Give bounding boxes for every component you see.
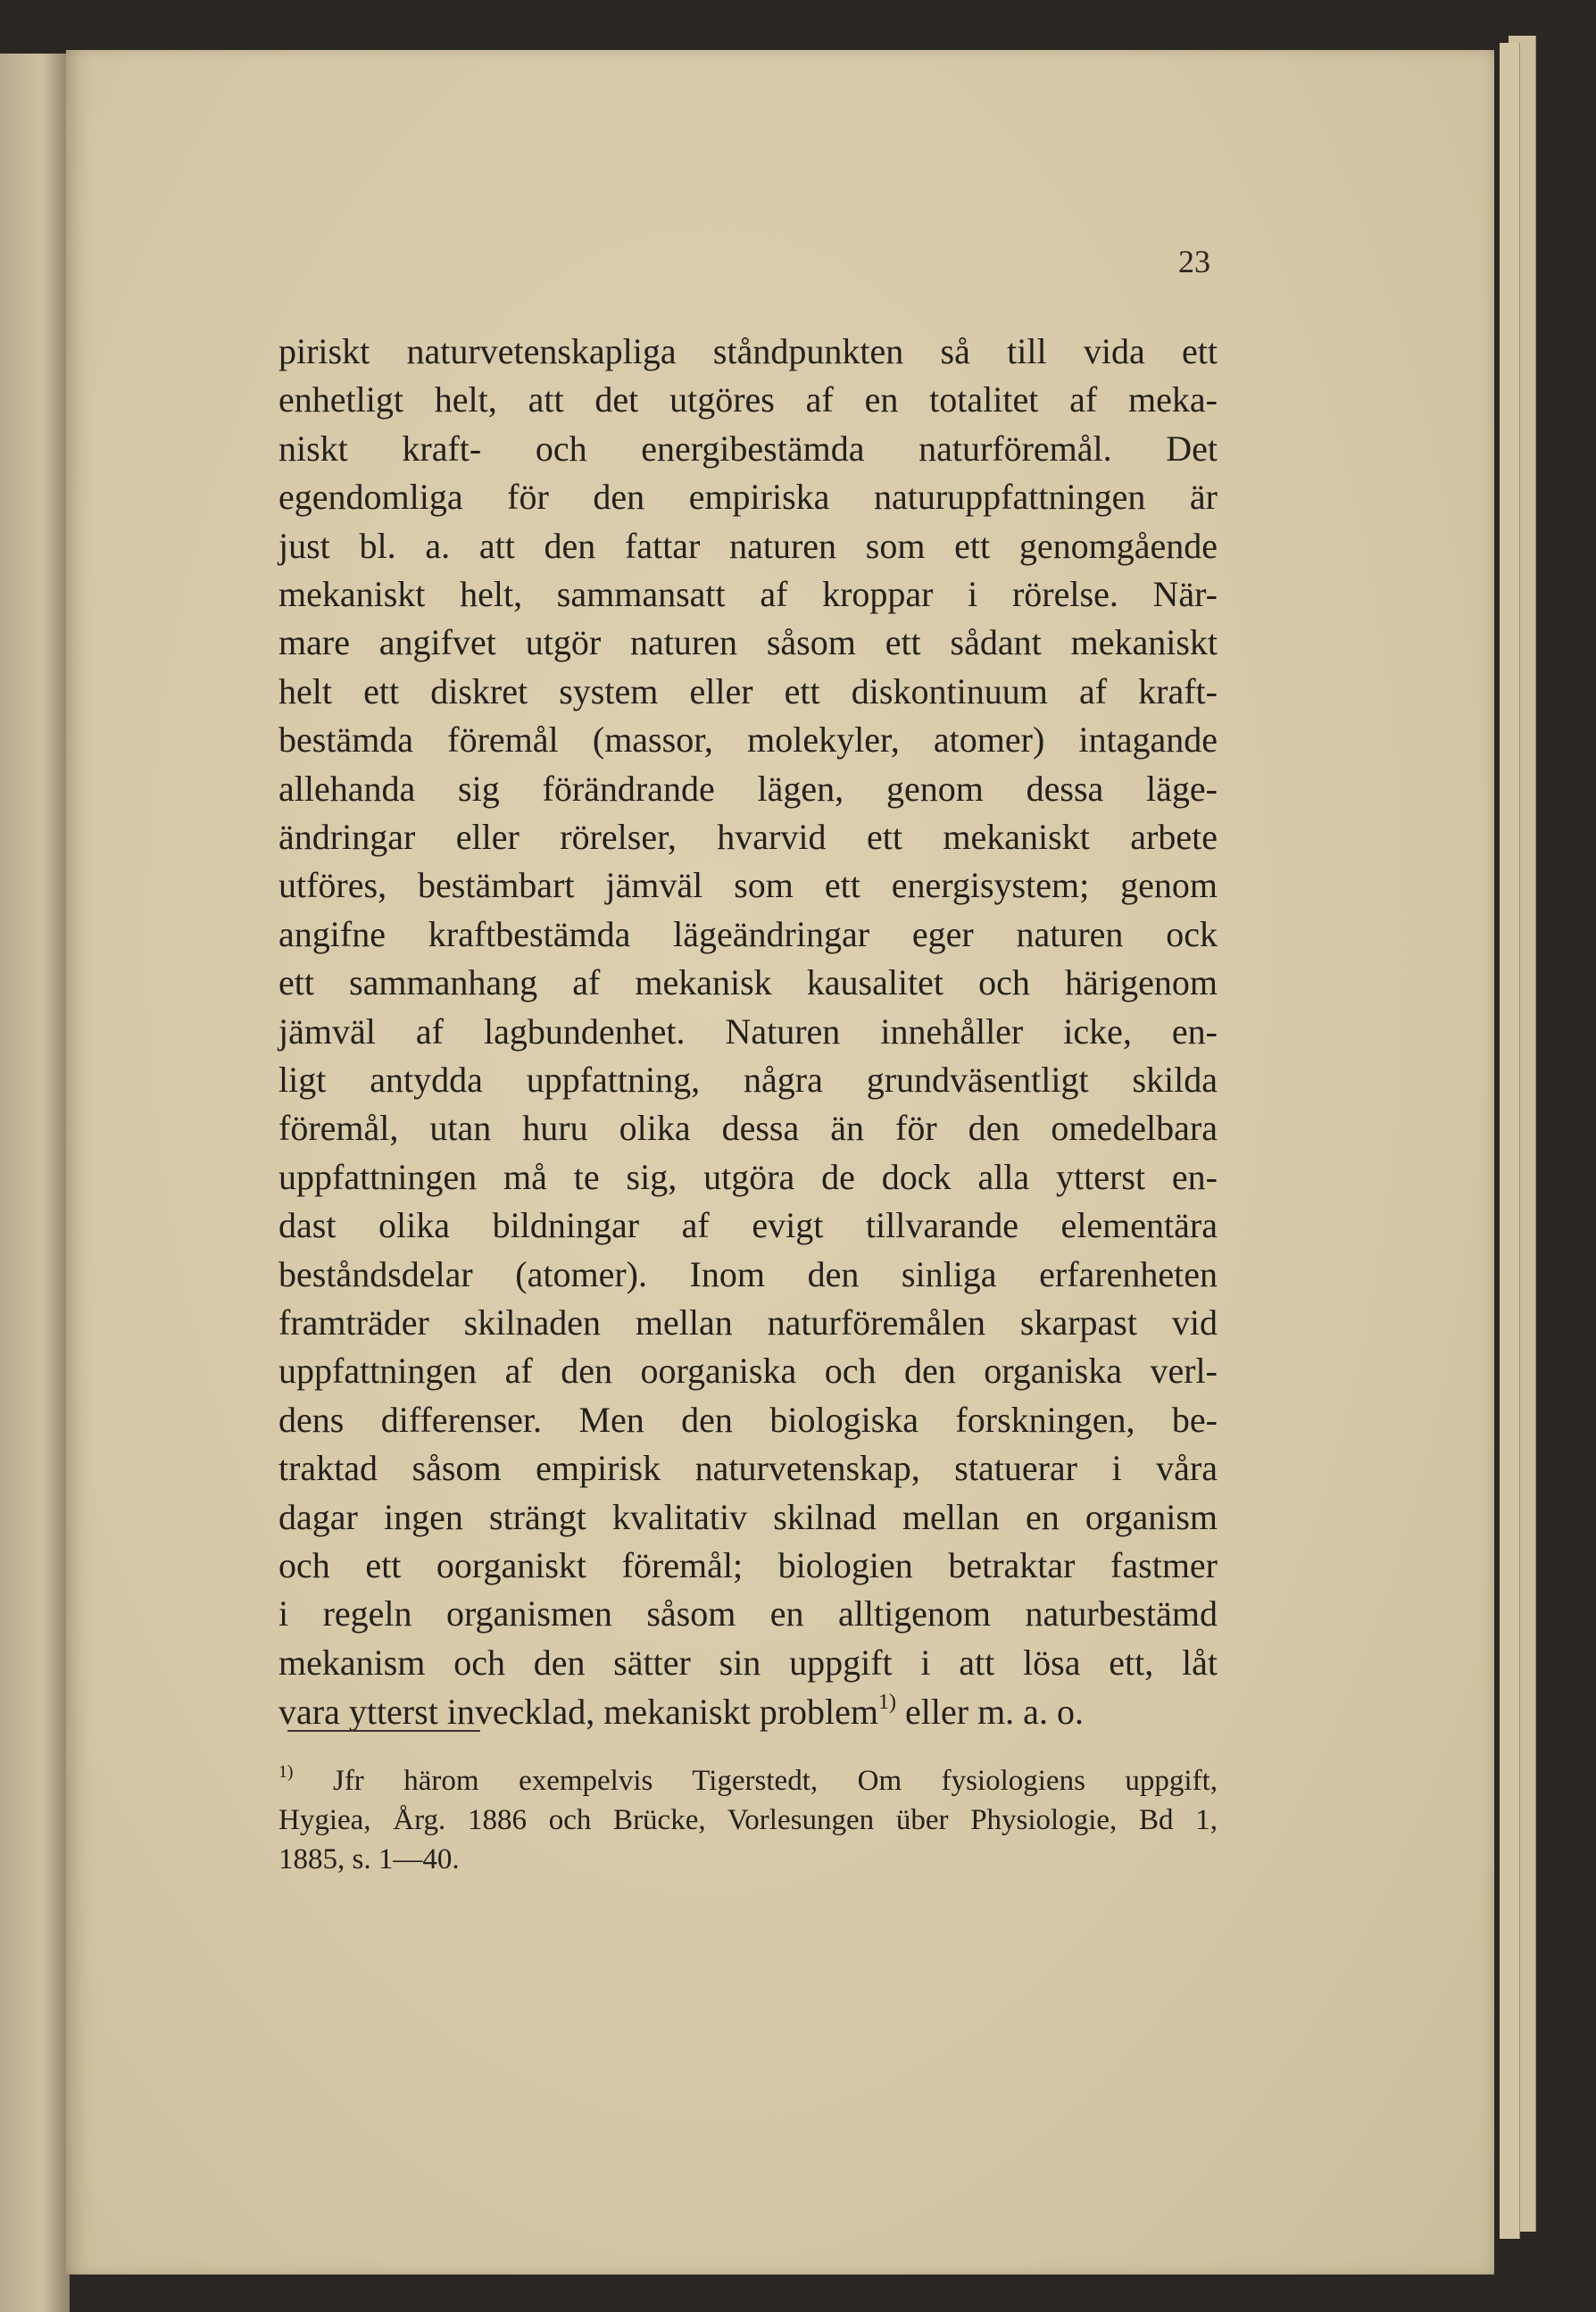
footnote-line: Hygiea, Årg. 1886 och Brücke, Vorlesungen über Physiologie, Bd 1,	[278, 1804, 1218, 1836]
body-line: helt ett diskret system eller ett diskontinuum af kraft-	[278, 670, 1218, 711]
body-line: mekanism och den sätter sin uppgift i att lösa ett, låt	[278, 1642, 1218, 1683]
last-line-text: vara ytterst invecklad, mekaniskt problem	[278, 1692, 879, 1732]
body-line: just bl. a. att den fattar naturen som ett genomgående	[278, 525, 1218, 566]
body-line: traktad såsom empirisk naturvetenskap, statuerar i våra	[278, 1448, 1218, 1489]
footnote-line	[278, 1761, 1218, 1801]
body-line: uppfattningen må te sig, utgöra de dock alla ytterst en-	[278, 1156, 1218, 1197]
footnote-line: 1885, s. 1—40.	[278, 1843, 460, 1875]
facing-page-edge	[0, 54, 70, 2312]
body-line: mare angifvet utgör naturen såsom ett sådant mekaniskt	[278, 622, 1218, 663]
body-line: piriskt naturvetenskapliga ståndpunkten så till vida ett	[278, 331, 1218, 371]
body-line: jämväl af lagbundenhet. Naturen innehåller icke, en-	[278, 1010, 1218, 1052]
body-line: framträder skilnaden mellan naturföremålen skarpast vid	[278, 1302, 1218, 1343]
body-line: föremål, utan huru olika dessa än för den omedelbara	[278, 1108, 1218, 1149]
body-line: i regeln organismen såsom en alltigenom naturbestämd	[278, 1593, 1218, 1634]
body-line: dast olika bildningar af evigt tillvarande elementära	[278, 1205, 1218, 1246]
body-line-last	[278, 1689, 1218, 1735]
body-line: och ett oorganiskt föremål; biologien betraktar fastmer	[278, 1545, 1218, 1585]
body-line: ligt antydda uppfattning, några grundväsentligt skilda	[278, 1060, 1218, 1100]
body-line: mekaniskt helt, sammansatt af kroppar i rörelse. När-	[278, 574, 1218, 614]
body-line: uppfattningen af den oorganiska och den organiska verl-	[278, 1351, 1218, 1392]
body-line: ändringar eller rörelser, hvarvid ett mekaniskt arbete	[278, 817, 1218, 857]
last-line-tail: eller m. a. o.	[896, 1692, 1084, 1732]
footnote-reference: 1)	[878, 1691, 897, 1715]
body-line: bestämda föremål (massor, molekyler, atomer) intagande	[278, 719, 1218, 761]
body-line: niskt kraft- och energibestämda naturföremål. Det	[278, 428, 1218, 469]
body-line: ett sammanhang af mekanisk kausalitet och härigenom	[278, 962, 1218, 1003]
body-line: angifne kraftbestämda lägeändringar eger naturen ock	[278, 913, 1218, 954]
body-line: enhetligt helt, att det utgöres af en totalitet af meka-	[278, 379, 1218, 420]
footnote-separator	[287, 1730, 480, 1732]
page-stack-edge	[1500, 43, 1520, 2239]
body-line: egendomliga för den empiriska naturuppfattningen är	[278, 477, 1218, 518]
body-line: beståndsdelar (atomer). Inom den sinliga erfarenheten	[278, 1253, 1218, 1294]
footnote-text: Jfr härom exempelvis Tigerstedt, Om fysiologiens uppgift,	[293, 1765, 1218, 1797]
body-line: utföres, bestämbart jämväl som ett energisystem; genom	[278, 865, 1218, 906]
body-line: dens differenser. Men den biologiska forskningen, be-	[278, 1399, 1218, 1440]
body-line: allehanda sig förändrande lägen, genom dessa läge-	[278, 768, 1218, 809]
body-line: dagar ingen strängt kvalitativ skilnad mellan en organism	[278, 1496, 1218, 1537]
page-number: 23	[1178, 244, 1210, 279]
footnote-mark: 1)	[278, 1762, 294, 1783]
